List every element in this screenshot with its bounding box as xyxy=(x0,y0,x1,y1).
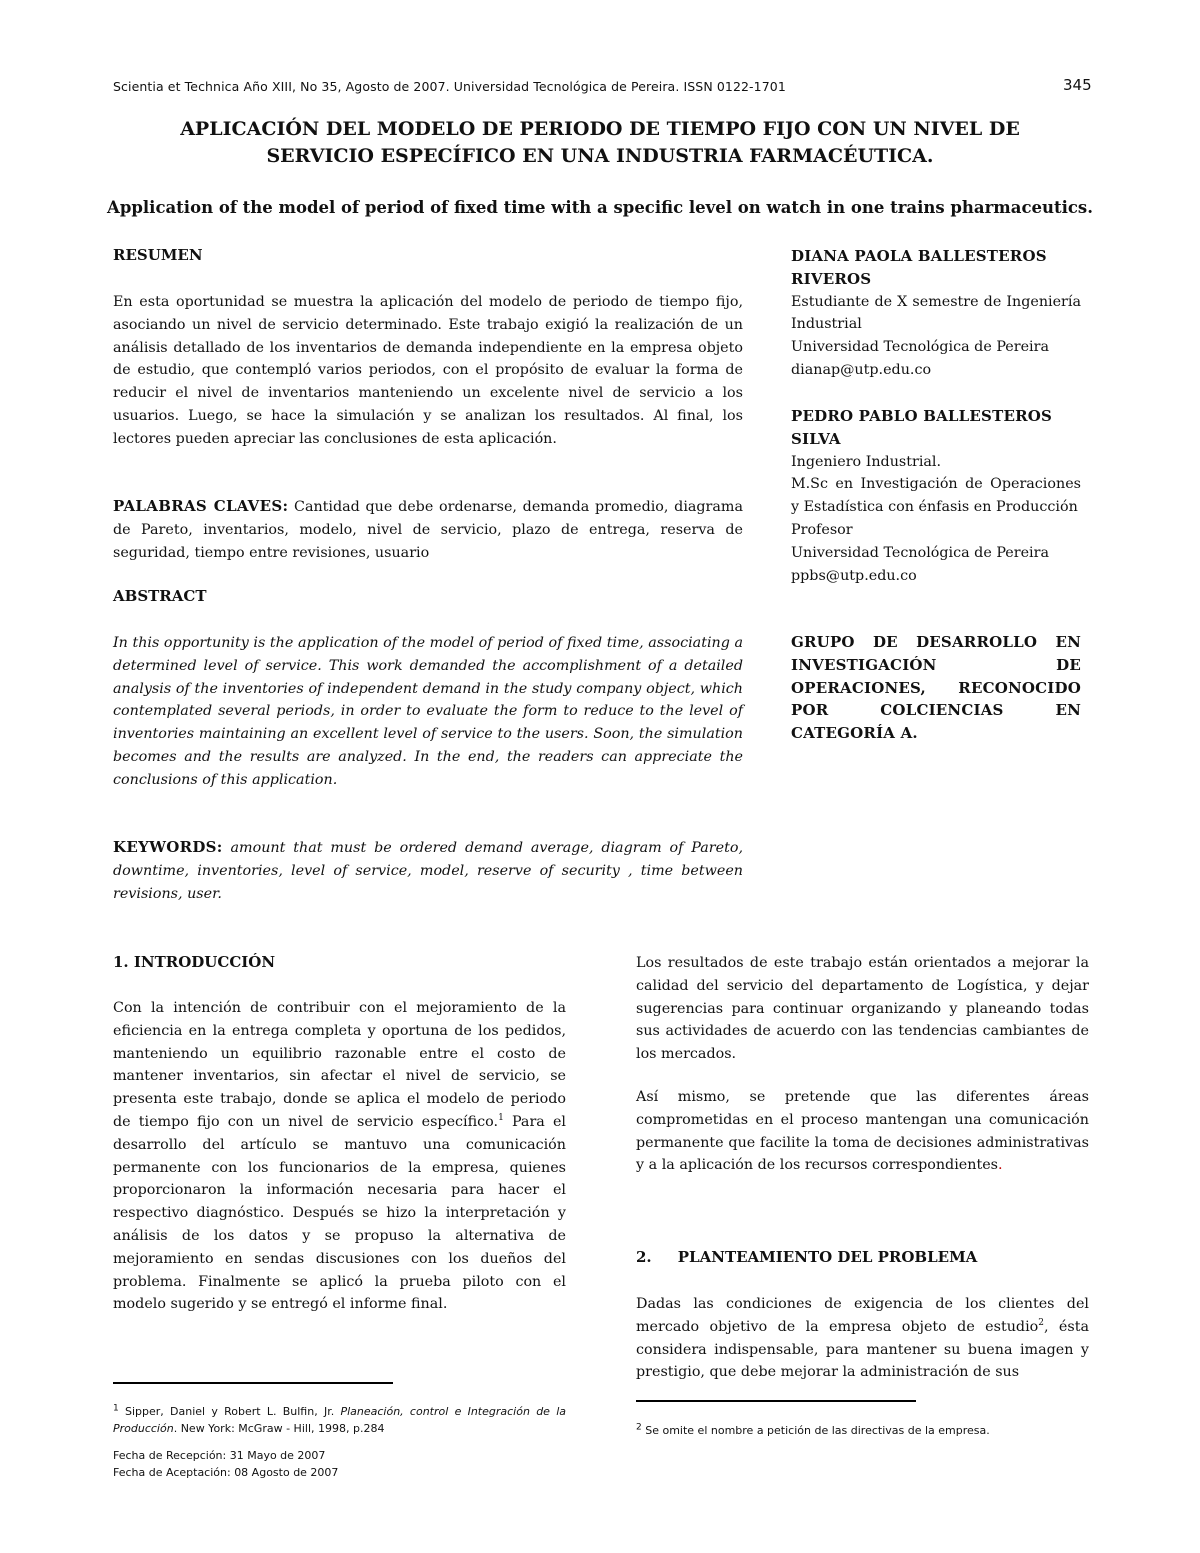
resumen-heading: RESUMEN xyxy=(113,246,203,264)
areas-paragraph xyxy=(636,1086,1089,1177)
received-date: Fecha de Recepción: 31 Mayo de 2007 xyxy=(113,1449,326,1462)
paper-title xyxy=(100,116,1100,170)
footnote-ref-2[interactable]: 2 xyxy=(1038,1318,1044,1329)
author-2-name: PEDRO PABLO BALLESTEROS SILVA xyxy=(791,407,1053,448)
problem-paragraph xyxy=(636,1293,1089,1384)
accepted-date: Fecha de Aceptación: 08 Agosto de 2007 xyxy=(113,1466,339,1479)
intro-text-b: Para el desarrollo del artículo se mantuvo una comunicación permanente con los funcionarios de la empresa, quienes proporcionaron la información necesaria para hacer el respectivo diagnóstico. Después se hizo la interpretación y análisis de los datos y se propuso la alternativa de mejoramiento en sendas discusiones con los dueños del problema. Finalmente se aplicó la prueba piloto con el modelo sugerido y se entregó el informe final. xyxy=(113,1113,566,1313)
keywords-text: amount that must be ordered demand average, diagram of Pareto, downtime, inventories, level of service, model, reserve of security , time between revisions, user. xyxy=(113,840,743,902)
author-2-degree: M.Sc en Investigación de Operaciones y Estadística con énfasis en Producción xyxy=(791,476,1081,516)
problem-text-a: Dadas las condiciones de exigencia de los clientes del mercado objetivo de la empresa objeto de estudio xyxy=(636,1296,1089,1335)
resumen-body: En esta oportunidad se muestra la aplicación del modelo de periodo de tiempo fijo, asociando un nivel de servicio determinado. Este trabajo exigió la realización de un análisis detallado de los inventarios de demanda independiente en la empresa objeto de estudio, que contempló varios periodos, con el propósito de evaluar la forma de reducir el nivel de inventarios manteniendo un excelente nivel de servicio a los usuarios. Luego, se hace la simulación y se analizan los resultados. Al final, los lectores pueden apreciar las conclusiones de esta aplicación. xyxy=(113,294,743,447)
areas-period: . xyxy=(998,1157,1003,1174)
results-paragraph: Los resultados de este trabajo están orientados a mejorar la calidad del servicio del departamento de Logística, y dejar sugerencias para continuar organizando y planeando todas sus actividades de acuerdo con las tendencias cambiantes de los mercados. xyxy=(636,955,1089,1063)
footnote-1-number: 1 xyxy=(113,1403,119,1414)
author-1-email: dianap@utp.edu.co xyxy=(791,361,932,378)
footnote-1 xyxy=(113,1404,566,1437)
journal-header: Scientia et Technica Año XIII, No 35, Agosto de 2007. Universidad Tecnológica de Pereira. ISSN 0122-1701 xyxy=(113,79,786,94)
author-1-affiliation: Estudiante de X semestre de Ingeniería Industrial xyxy=(791,293,1081,333)
intro-text-a: Con la intención de contribuir con el mejoramiento de la eficiencia en la entrega completa y oportuna de los pedidos, manteniendo un equilibrio razonable entre el costo de mantener inventarios, sin afectar el nivel de servicio, se presenta este trabajo, donde se aplica el modelo de periodo de tiempo fijo con un nivel de servicio específico. xyxy=(113,1000,566,1130)
keywords-label: KEYWORDS: xyxy=(113,838,223,856)
page-number: 345 xyxy=(1063,76,1092,94)
section-2-heading: 2. PLANTEAMIENTO DEL PROBLEMA xyxy=(636,1248,978,1266)
author-2-role: Profesor xyxy=(791,521,853,538)
author-1-university: Universidad Tecnológica de Pereira xyxy=(791,339,1049,356)
palabras-claves-label: PALABRAS CLAVES: xyxy=(113,497,289,515)
research-group: GRUPO DE DESARROLLO EN INVESTIGACIÓN DE OPERACIONES, RECONOCIDO POR COLCIENCIAS EN CATEGORÍA A. xyxy=(791,633,1081,743)
intro-body xyxy=(113,997,566,1316)
footnote-2 xyxy=(636,1423,1089,1440)
author-1 xyxy=(791,245,1081,382)
footnote-2-text: Se omite el nombre a petición de las directivas de la empresa. xyxy=(641,1424,990,1437)
footnote-rule-right xyxy=(636,1400,916,1402)
english-title: Application of the model of period of fixed time with a specific level on watch in one trains pharmaceutics. xyxy=(107,198,1093,217)
author-2-title: Ingeniero Industrial. xyxy=(791,453,942,470)
author-2 xyxy=(791,405,1081,587)
keywords xyxy=(113,836,743,905)
title-line-1: APLICACIÓN DEL MODELO DE PERIODO DE TIEMPO FIJO CON UN NIVEL DE xyxy=(180,118,1020,140)
author-1-name: DIANA PAOLA BALLESTEROS RIVEROS xyxy=(791,247,1047,288)
author-2-university: Universidad Tecnológica de Pereira xyxy=(791,544,1049,561)
problem-text-b: , ésta considera indispensable, para mantener su buena imagen y prestigio, que debe mejorar la administración de sus xyxy=(636,1318,1089,1381)
title-line-2: SERVICIO ESPECÍFICO EN UNA INDUSTRIA FARMACÉUTICA. xyxy=(266,145,934,167)
palabras-claves xyxy=(113,495,743,564)
footnote-1-book-title: Planeación, control e Integración de la Producción xyxy=(113,1405,566,1435)
footnote-2-number: 2 xyxy=(636,1422,642,1433)
author-2-email: ppbs@utp.edu.co xyxy=(791,567,917,584)
footnote-1-text-a: Sipper, Daniel y Robert L. Bulfin, Jr. xyxy=(118,1405,341,1418)
footnote-ref-1[interactable]: 1 xyxy=(498,1113,504,1124)
abstract-heading: ABSTRACT xyxy=(113,587,207,605)
palabras-claves-text: Cantidad que debe ordenarse, demanda promedio, diagrama de Pareto, inventarios, modelo, nivel de servicio, plazo de entrega, reserva de seguridad, tiempo entre revisiones, usuario xyxy=(113,499,743,561)
areas-text: Así mismo, se pretende que las diferentes áreas comprometidas en el proceso mantengan una comunicación permanente que facilite la toma de decisiones administrativas y a la aplicación de los recursos correspondientes xyxy=(636,1089,1089,1174)
abstract-body: In this opportunity is the application of the model of period of fixed time, associating a determined level of service. This work demanded the accomplishment of a detailed analysis of the inventories of independent demand in the study company object, which contemplated several periods, in order to evaluate the form to reduce to the level of inventories maintaining an excellent level of service to the users. Soon, the simulation becomes and the results are analyzed. In the end, the readers can appreciate the conclusions of this application. xyxy=(113,635,743,788)
intro-heading: 1. INTRODUCCIÓN xyxy=(113,953,276,971)
footnote-1-text-b: . New York: McGraw - Hill, 1998, p.284 xyxy=(173,1421,385,1435)
footnote-rule-left xyxy=(113,1382,393,1384)
